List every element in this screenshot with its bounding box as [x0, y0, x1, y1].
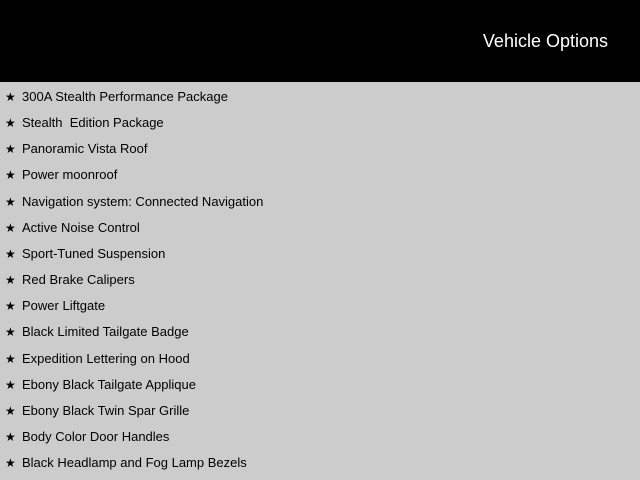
star-icon: ★ — [5, 247, 16, 261]
star-icon: ★ — [5, 195, 16, 209]
list-item — [0, 377, 640, 397]
star-icon: ★ — [5, 273, 16, 287]
list-item — [0, 246, 640, 266]
star-icon: ★ — [5, 430, 16, 444]
star-icon: ★ — [5, 116, 16, 130]
option-label: Expedition Lettering on Hood — [22, 351, 190, 366]
option-label: Stealth Edition Package — [22, 115, 164, 130]
star-icon: ★ — [5, 325, 16, 339]
option-label: Power Liftgate — [22, 298, 106, 313]
header-bar — [0, 0, 640, 82]
list-item — [0, 298, 640, 318]
star-icon: ★ — [5, 142, 16, 156]
list-item — [0, 403, 640, 423]
list-item — [0, 115, 640, 135]
option-label: Sport-Tuned Suspension — [22, 246, 166, 261]
option-label: Black Limited Tailgate Badge — [22, 324, 189, 339]
option-label: Active Noise Control — [22, 220, 140, 235]
star-icon: ★ — [5, 221, 16, 235]
star-icon: ★ — [5, 378, 16, 392]
list-item — [0, 89, 640, 109]
list-item — [0, 455, 640, 475]
list-item — [0, 194, 640, 214]
option-label: Panoramic Vista Roof — [22, 141, 148, 156]
page-title: Vehicle Options — [482, 31, 608, 51]
option-label: Power moonroof — [22, 167, 118, 182]
star-icon: ★ — [5, 299, 16, 313]
option-label: Ebony Black Tailgate Applique — [22, 377, 196, 392]
option-label: Red Brake Calipers — [22, 272, 135, 287]
option-label: Navigation system: Connected Navigation — [22, 194, 264, 209]
list-item — [0, 351, 640, 371]
option-label: Ebony Black Twin Spar Grille — [22, 403, 190, 418]
option-label: Body Color Door Handles — [22, 429, 170, 444]
star-icon: ★ — [5, 352, 16, 366]
list-item — [0, 220, 640, 240]
list-item — [0, 167, 640, 187]
option-label: 300A Stealth Performance Package — [22, 89, 228, 104]
star-icon: ★ — [5, 90, 16, 104]
star-icon: ★ — [5, 456, 16, 470]
list-item — [0, 272, 640, 292]
star-icon: ★ — [5, 168, 16, 182]
option-label: Black Headlamp and Fog Lamp Bezels — [22, 455, 247, 470]
list-item — [0, 429, 640, 449]
list-item — [0, 324, 640, 344]
list-item — [0, 141, 640, 161]
star-icon: ★ — [5, 404, 16, 418]
vehicle-options-list — [0, 82, 640, 480]
